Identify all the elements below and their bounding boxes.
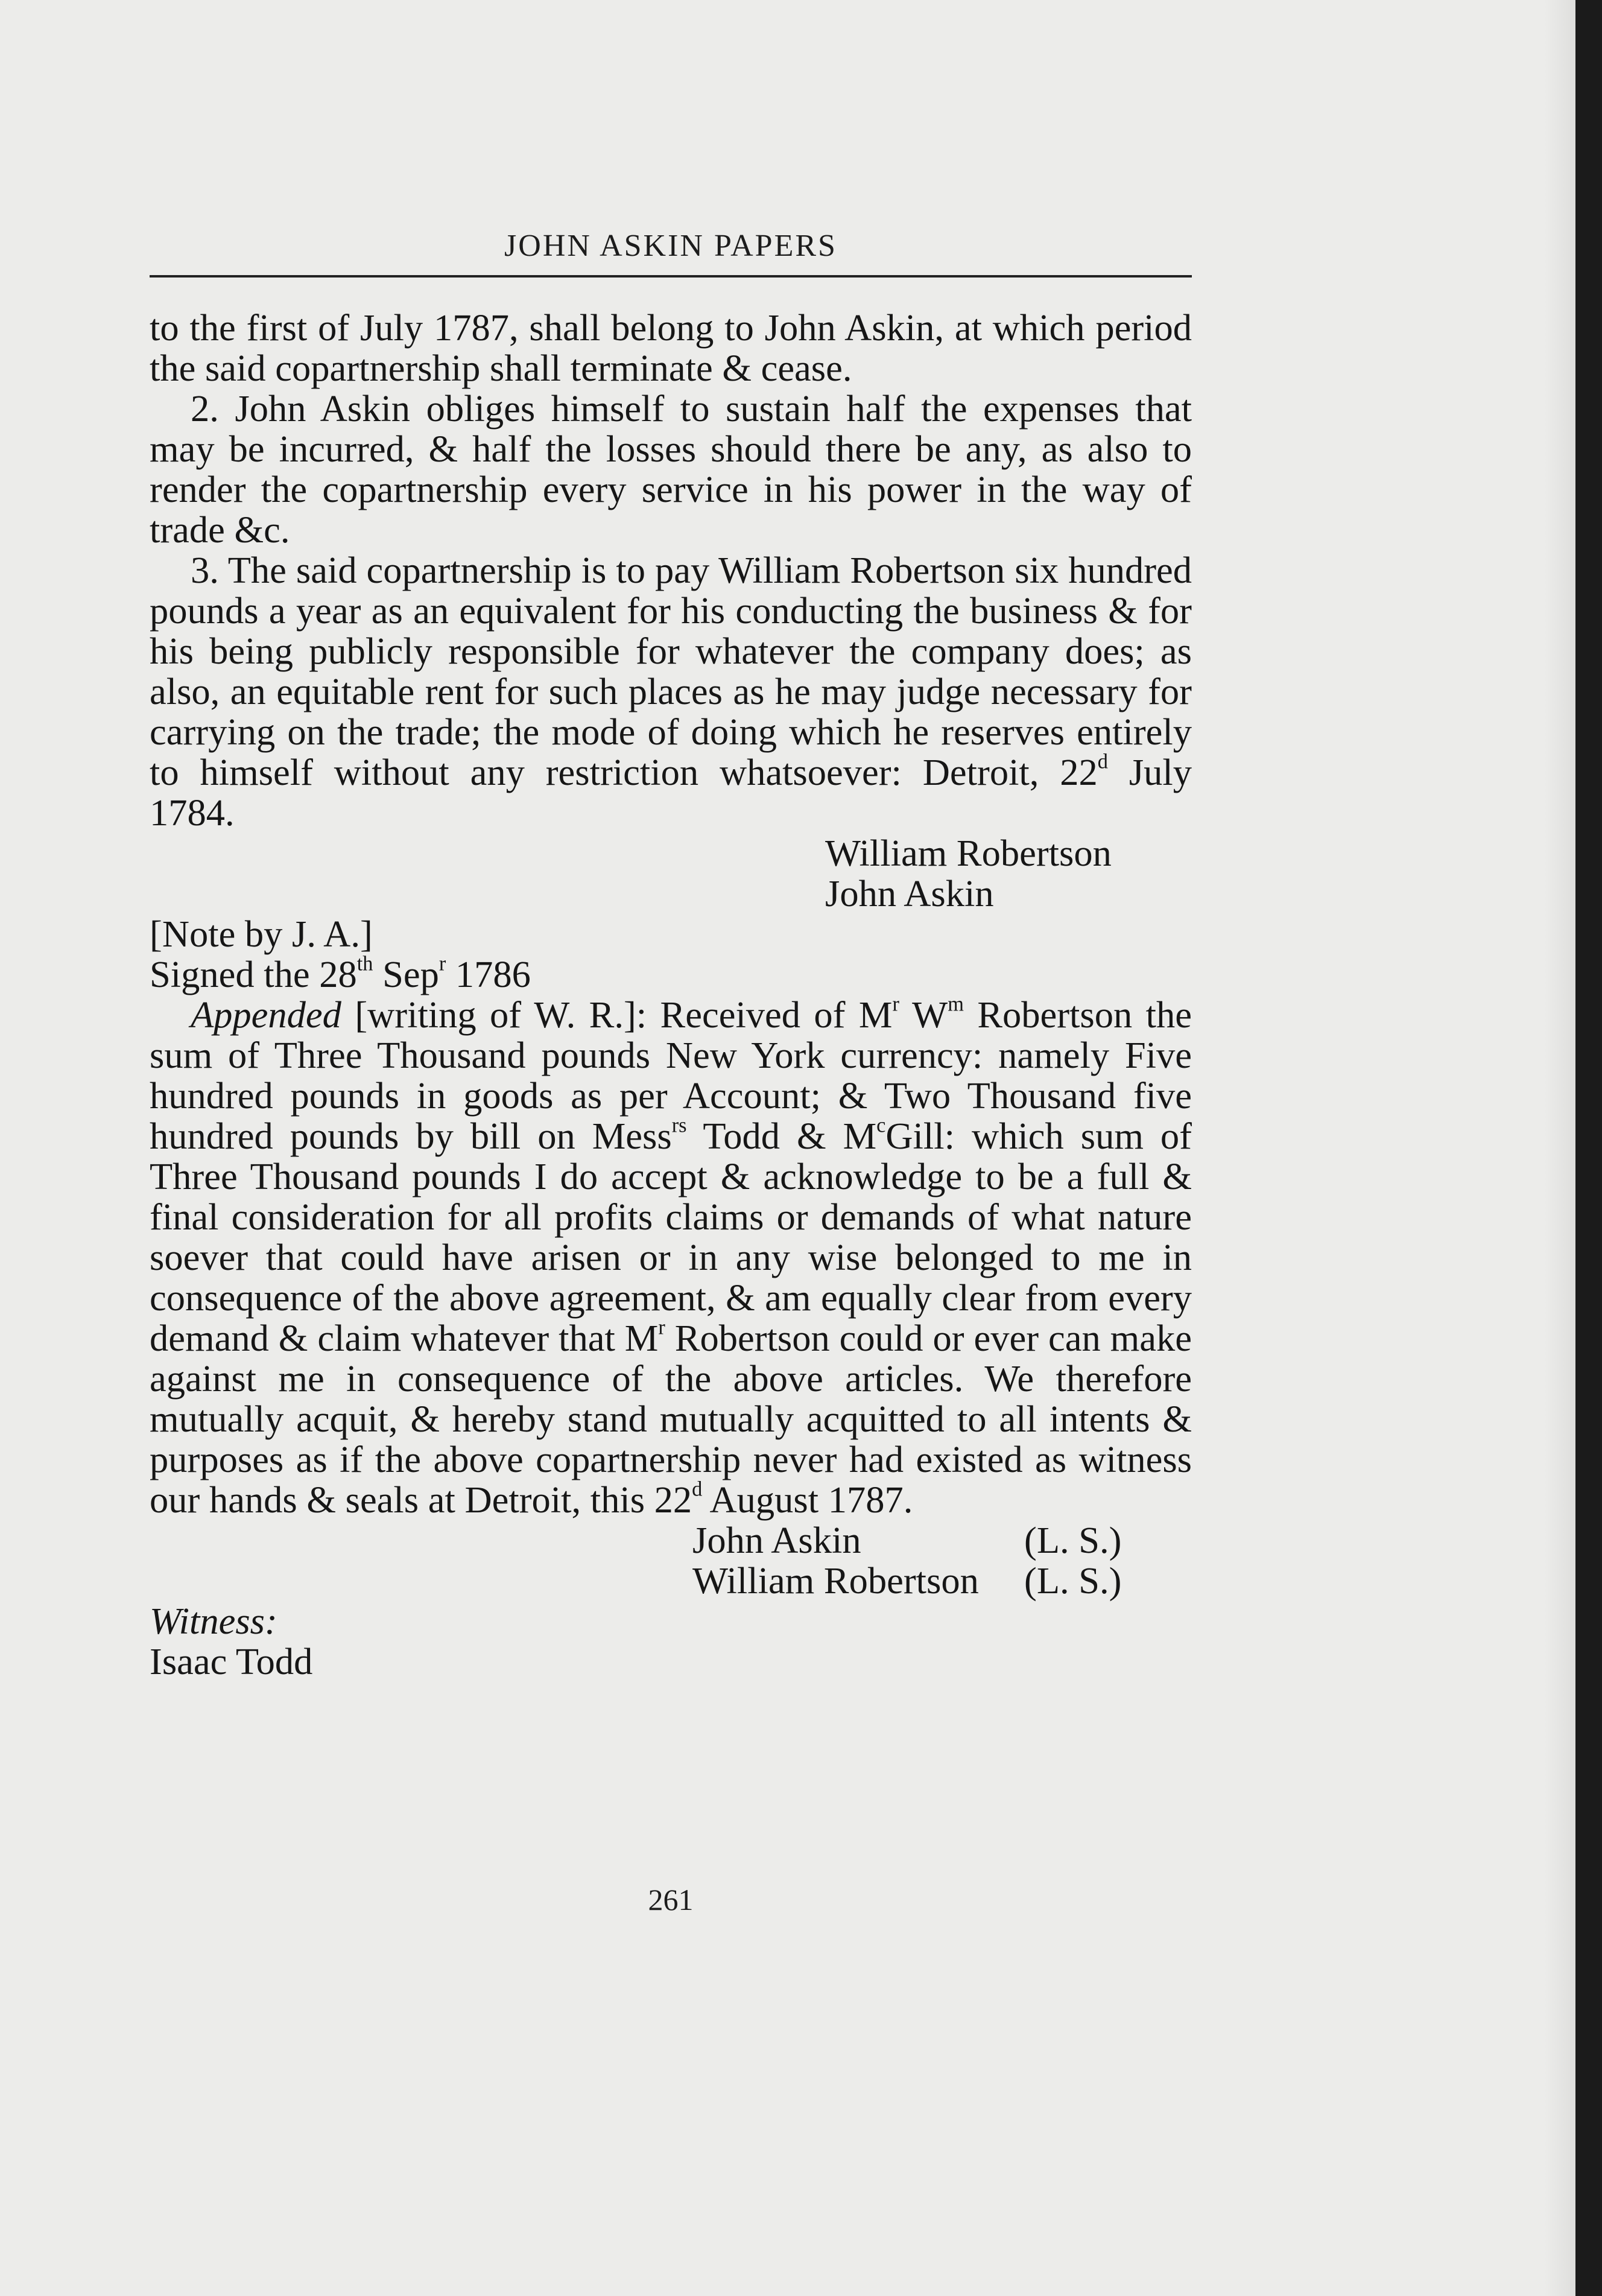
signature-block-2: [692, 1520, 1192, 1601]
signature-block-1: [825, 833, 1192, 914]
signature-john-askin: John Askin: [825, 872, 994, 915]
witness-block: [150, 1601, 1192, 1682]
note-block: [150, 914, 1192, 995]
paragraph-article-2: 2. John Askin obliges himself to sustain half the expenses that may be incurred, & half the losses should there be any, as also to render the copartnership every service in his power in the way of trade &c.: [150, 387, 1192, 551]
paragraph-appended: Appended [writing of W. R.]: Received of $M^r$ $W^m$ Robertson the sum of Three Thousand pounds New York currency: namely Five hundred pounds in goods as per Account; & Two Thousand five hundred pounds by bill on Mess$^{rs}$ Todd & $M^cGill$: which sum of Three Thousand pounds I do accept & acknowledge to be a full & final consideration for all profits claims or demands of what nature soever that could have arisen or in any wise belonged to me in consequence of the above agreement, & am equally clear from every demand & claim whatever that $M^r$ Robertson could or ever can make against me in consequence of the above articles. We therefore mutually acquit, & hereby stand mutually acquitted to all intents & purposes as if the above copartnership never had existed as witness our hands & seals at Detroit, this 22$^d$ August 1787.: [150, 992, 1192, 1521]
signature-row: [692, 1520, 1192, 1561]
header-rule: [150, 275, 1192, 277]
note-signed-line: Signed the 28th Sep$^r$ 1786: [150, 952, 531, 995]
seal-mark: (L. S.): [1024, 1559, 1122, 1602]
article-3-date-end: July 1784.: [150, 751, 1192, 834]
witness-label: Witness:: [150, 1600, 277, 1642]
signature-william-robertson: William Robertson: [825, 832, 1112, 874]
signature-row: [692, 1561, 1192, 1601]
page-number: 261: [648, 1883, 694, 1917]
superscript: d: [1097, 750, 1108, 773]
article-3-text: 3. The said copartnership is to pay William Robertson six hundred pounds a year as an equivalent for his conducting the business & for his being publicly responsible for whatever the company does; as also, an equitable rent for such places as he may judge necessary for carrying on the trade; the mode of doing which he reserves entirely to himself without any restriction whatsoever: Detroit, 22: [150, 549, 1192, 793]
page-edge-shadow: [1544, 0, 1575, 2296]
paragraph-continuation: to the first of July 1787, shall belong to John Askin, at which period the said copartnership shall terminate & cease.: [150, 306, 1192, 389]
signature-name: John Askin: [692, 1519, 861, 1561]
witness-name: Isaac Todd: [150, 1640, 313, 1682]
seal-mark: (L. S.): [1024, 1519, 1122, 1561]
note-label: [Note by J. A.]: [150, 913, 373, 955]
running-head: JOHN ASKIN PAPERS: [504, 229, 837, 263]
appended-label: Appended: [191, 994, 341, 1036]
paragraph-article-3: [150, 550, 1192, 833]
body-text: [150, 308, 1192, 1682]
signature-name: William Robertson: [692, 1559, 979, 1602]
